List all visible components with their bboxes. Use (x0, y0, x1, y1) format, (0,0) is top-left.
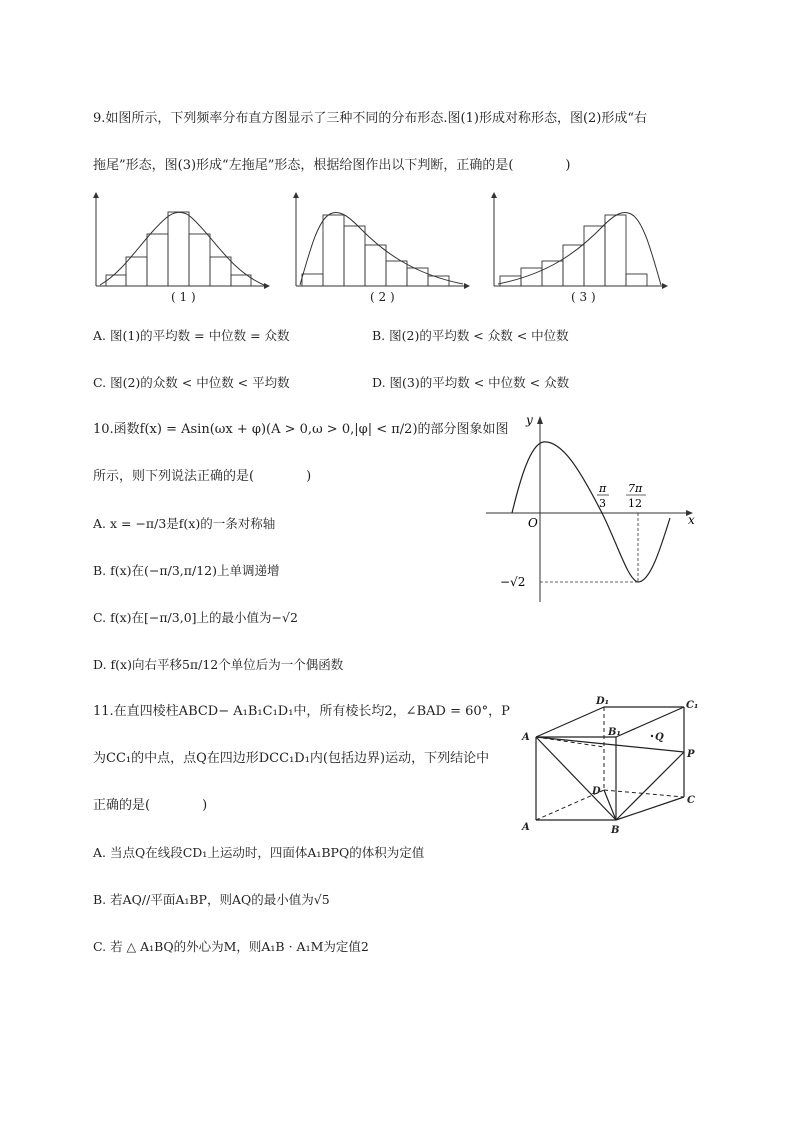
origin-label: O (528, 516, 538, 530)
histogram-1 (88, 190, 274, 290)
label-a: A (522, 822, 530, 833)
q10-option-c: C. f(x)在[−π/3,0]上的最小值为−√2 (93, 610, 298, 625)
tick-7pi12-den: 12 (628, 497, 642, 510)
label-d: D (592, 786, 601, 797)
histogram-2 (288, 190, 474, 290)
label-b: B (611, 825, 620, 836)
q11-line2: 为CC₁的中点，点Q在四边形DCC₁D₁内(包括边界)运动，下列结论中 (93, 751, 490, 766)
histogram-1-caption: ( 1 ) (171, 290, 196, 304)
label-a1: A (522, 732, 530, 743)
label-c: C (687, 795, 695, 806)
q10-option-d: D. f(x)向右平移5π/12个单位后为一个偶函数 (93, 657, 344, 672)
q9-line2: 拖尾”形态，图(3)形成“左拖尾”形态，根据给图作出以下判断，正确的是( ) (93, 158, 571, 173)
q10-line1: 10.函数f(x) = Asin(ωx + φ)(A > 0,ω > 0,|φ| < π/2)的部分图象如图 (93, 422, 509, 437)
y-axis-label: y (526, 413, 533, 427)
neg-root2-label: −√2 (500, 575, 526, 589)
q9-option-a: A. 图(1)的平均数 = 中位数 = 众数 (93, 328, 290, 343)
x-axis-label: x (688, 513, 695, 527)
histogram-3 (486, 190, 672, 290)
label-b1: B₁ (608, 727, 621, 738)
sine-graph (480, 410, 700, 610)
q11-line1: 11.在直四棱柱ABCD− A₁B₁C₁D₁中，所有棱长均2，∠BAD = 60°，P (93, 704, 510, 719)
q11-option-c: C. 若 △ A₁BQ的外心为M，则A₁B · A₁M为定值2 (93, 939, 369, 954)
sine-curve (512, 442, 670, 582)
q9-line1: 9.如图所示，下列频率分布直方图显示了三种不同的分布形态.图(1)形成对称形态，图(2)形成“右 (93, 111, 648, 126)
q11-option-a: A. 当点Q在线段CD₁上运动时，四面体A₁BPQ的体积为定值 (93, 845, 425, 860)
q10-line2: 所示，则下列说法正确的是( ) (93, 469, 312, 484)
tick-pi3-den: 3 (599, 497, 606, 510)
label-p: P (687, 749, 695, 760)
label-q: Q (655, 732, 664, 743)
q9-option-c: C. 图(2)的众数 < 中位数 < 平均数 (93, 375, 290, 390)
histogram-2-caption: ( 2 ) (370, 290, 395, 304)
q11-option-b: B. 若AQ//平面A₁BP，则AQ的最小值为√5 (93, 892, 330, 907)
label-c1: C₁ (686, 700, 699, 711)
q9-option-d: D. 图(3)的平均数 < 中位数 < 众数 (372, 375, 570, 390)
q10-option-b: B. f(x)在(−π/3,π/12)上单调递增 (93, 563, 280, 578)
q11-line3: 正确的是( ) (93, 798, 208, 813)
q10-option-a: A. x = −π/3是f(x)的一条对称轴 (93, 516, 276, 531)
tick-7pi12-num: 7π (628, 482, 643, 495)
label-d1: D₁ (596, 696, 610, 707)
q9-option-b: B. 图(2)的平均数 < 众数 < 中位数 (372, 328, 569, 343)
histogram-3-caption: ( 3 ) (571, 290, 596, 304)
tick-pi3-num: π (599, 482, 607, 495)
prism-figure (512, 690, 708, 838)
